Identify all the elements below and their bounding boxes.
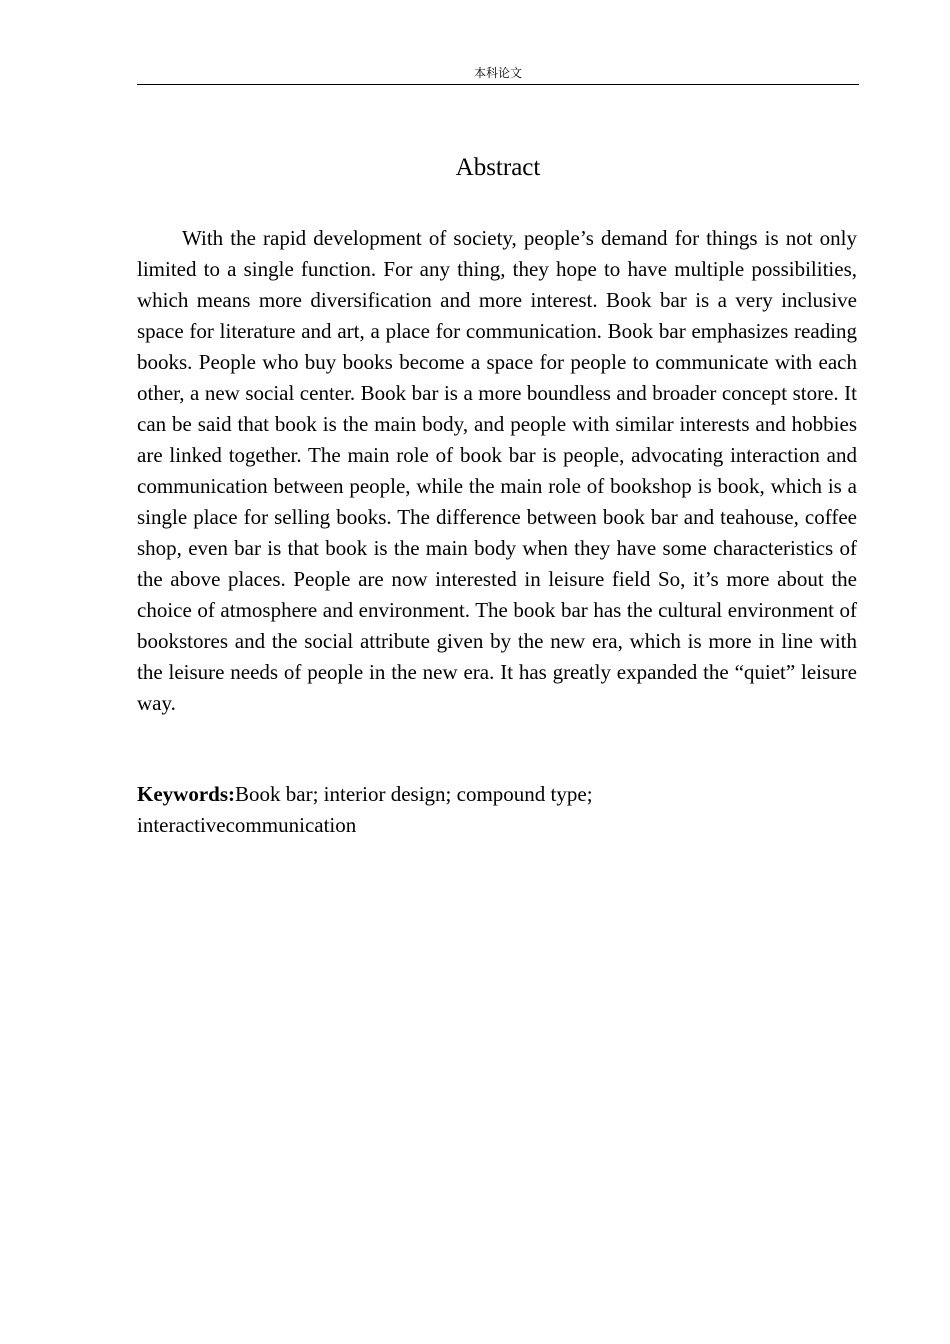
- keywords-paragraph: [137, 779, 657, 841]
- abstract-body: With the rapid development of society, people’s demand for things is not only limited to a single function. For any thing, they hope to have multiple possibilities, which means more diversification and more interest. Book bar is a very inclusive space for literature and art, a place for communication. Book bar emphasizes reading books. People who buy books become a space for people to communicate with each other, a new social center. Book bar is a more boundless and broader concept store. It can be said that book is the main body, and people with similar interests and hobbies are linked together. The main role of book bar is people, advocating interaction and communication between people, while the main role of bookshop is book, which is a single place for selling books. The difference between book bar and teahouse, coffee shop, even bar is that book is the main body when they have some characteristics of the above places. People are now interested in leisure field So, it’s more about the choice of atmosphere and environment. The book bar has the cultural environment of bookstores and the social attribute given by the new era, which is more in line with the leisure needs of people in the new era. It has greatly expanded the “quiet” leisure way.: [137, 226, 857, 715]
- keywords-label: Keywords:: [137, 782, 235, 806]
- page-header: [137, 64, 859, 85]
- keywords-text: Book bar; interior design; compound type; interactivecommunication: [137, 782, 593, 837]
- header-text: 本科论文: [473, 66, 522, 80]
- abstract-title: Abstract: [455, 154, 541, 181]
